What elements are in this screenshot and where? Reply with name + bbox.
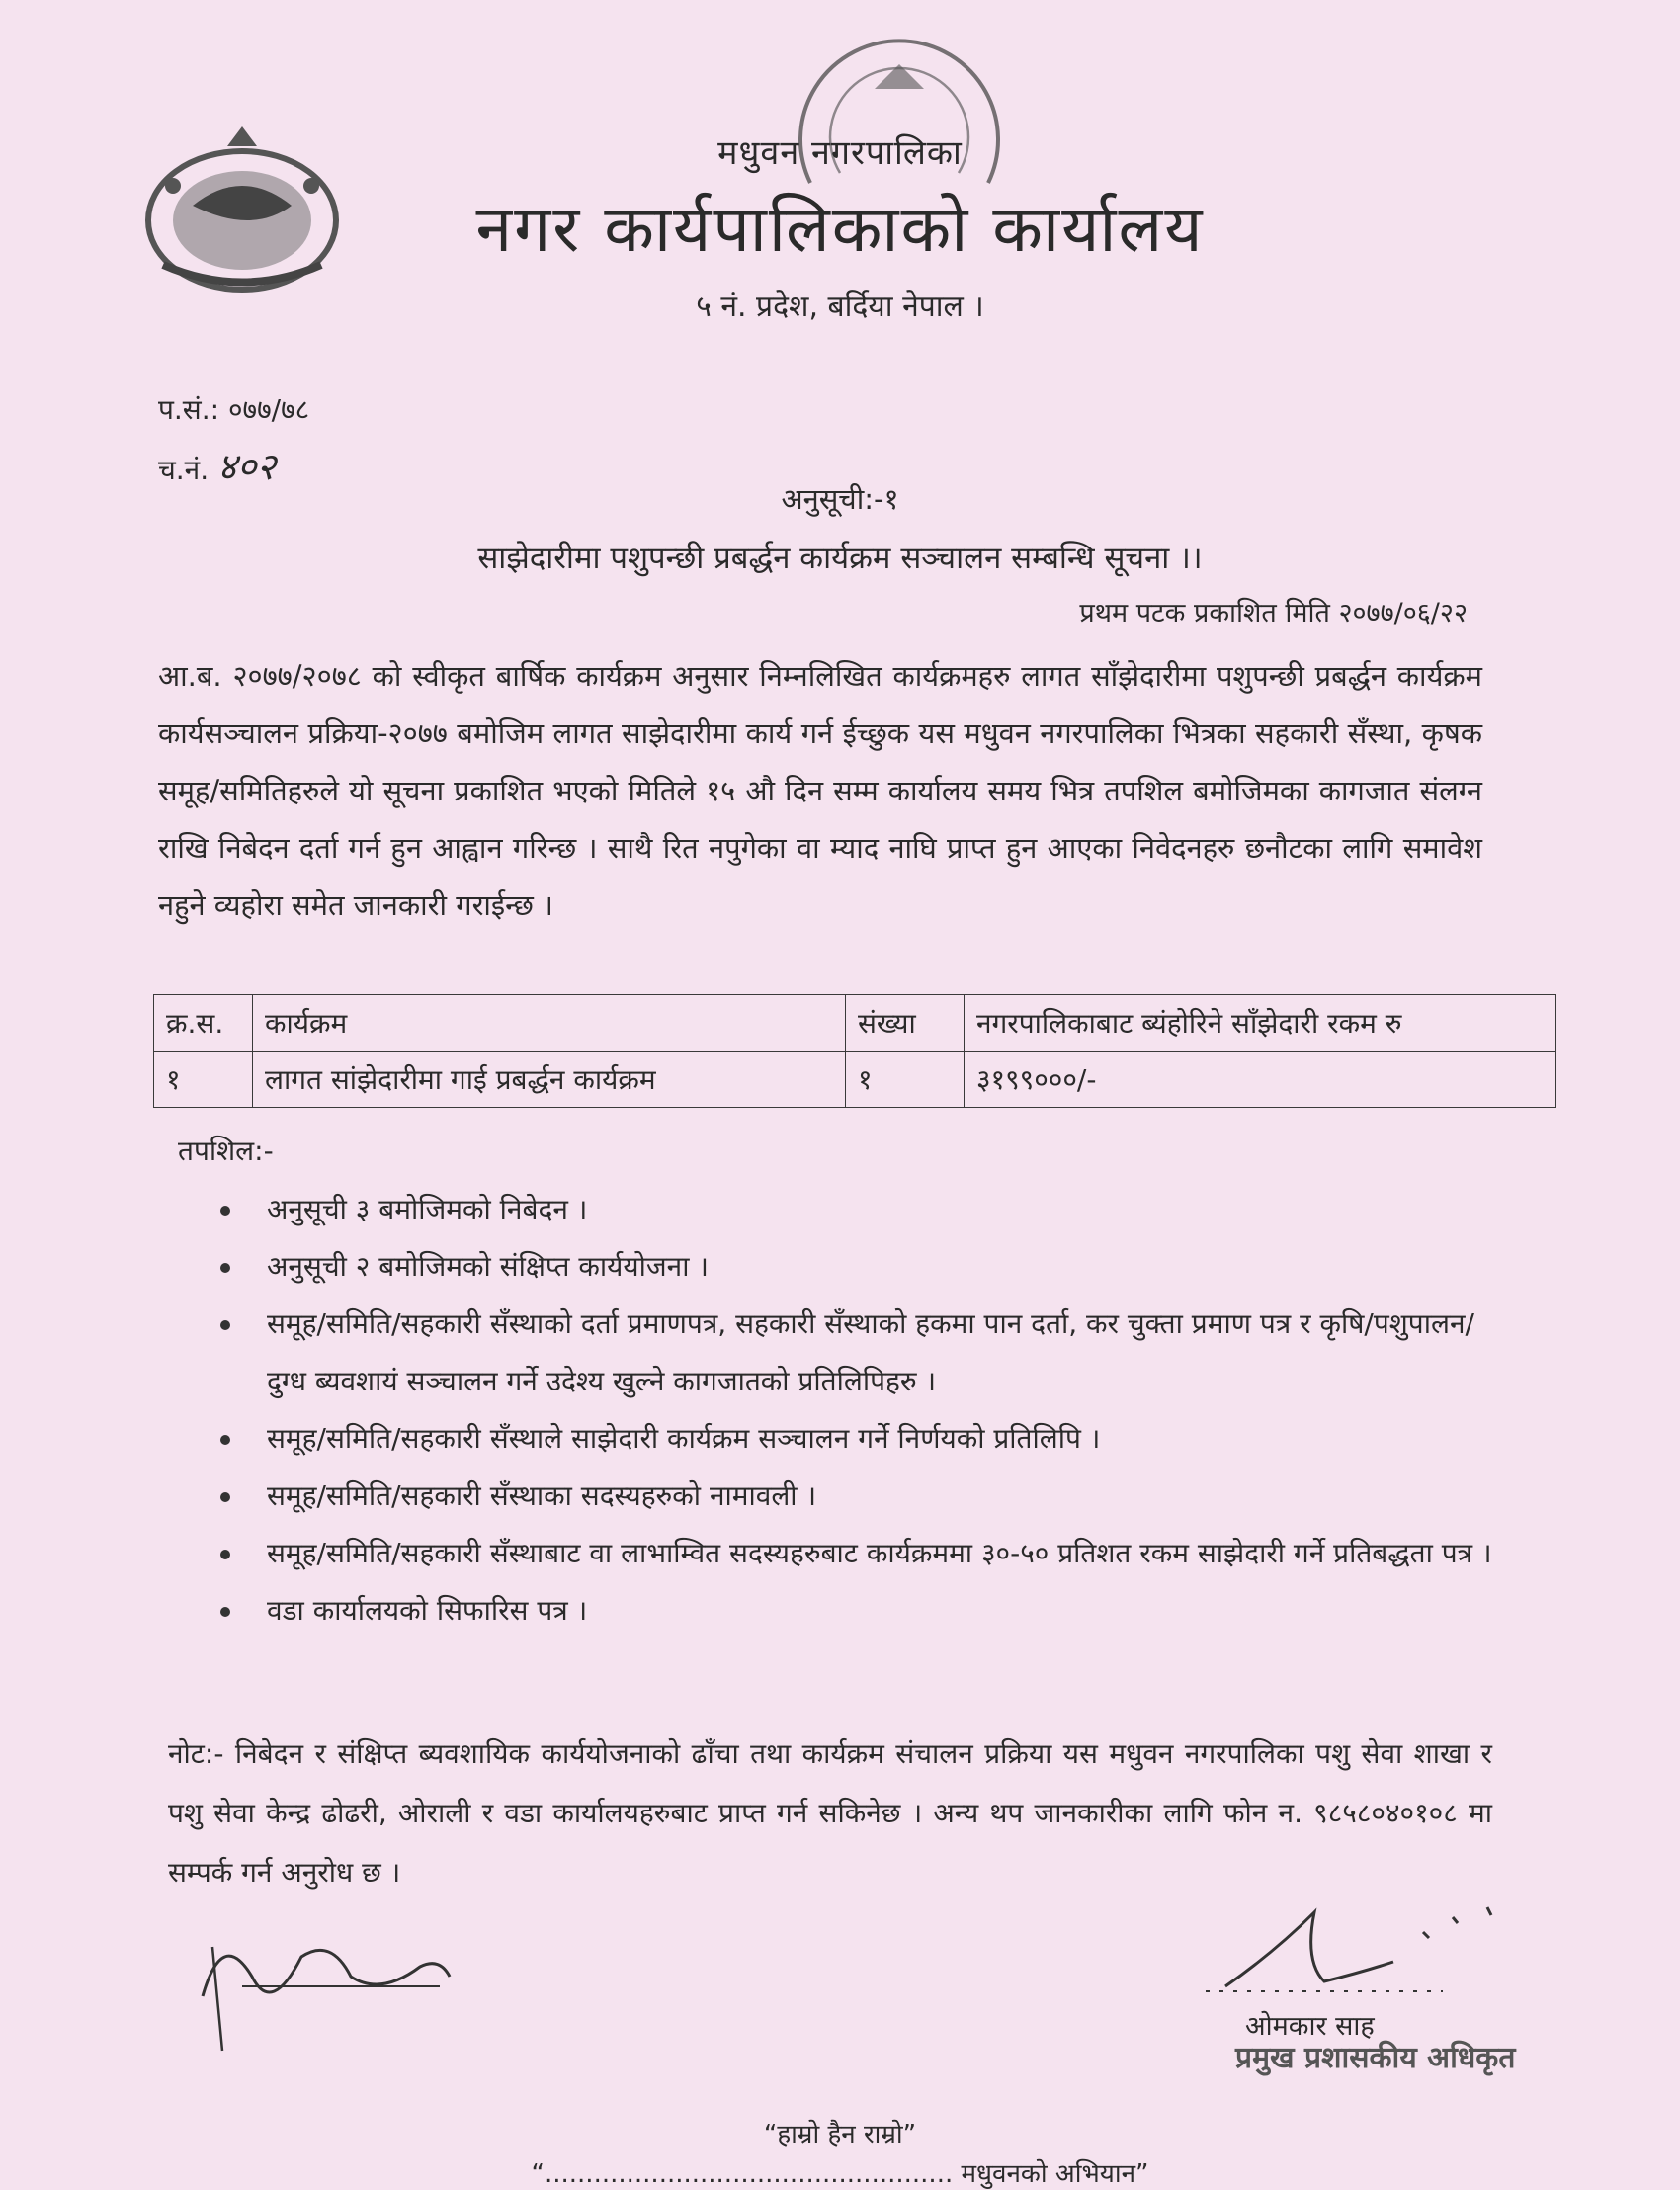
requirements-list (212, 1181, 1497, 1640)
bullet-icon (220, 1607, 230, 1617)
notice-body: आ.ब. २०७७/२०७८ को स्वीकृत बार्षिक कार्यक्रम अनुसार निम्नलिखित कार्यक्रमहरु लागत साँझेदारीमा पशुपन्छी प्रबर्द्धन कार्यक्रम कार्यसञ्चालन प्रक्रिया-२०७७ बमोजिम लागत साझेदारीमा कार्य गर्न ईच्छुक यस मधुवन नगरपालिका भित्रका सहकारी सँस्था, कृषक समूह/समितिहरुले यो सूचना प्रकाशित भएको मितिले १५ औ दिन सम्म कार्यालय समय भित्र तपशिल बमोजिमका कागजात संलग्न राखि निबेदन दर्ता गर्न हुन आह्वान गरिन्छ । साथै रित नपुगेका वा म्याद नाघि प्राप्त हुन आएका निवेदनहरु छनौटका लागि समावेश नहुने व्यहोरा समेत जानकारी गराईन्छ । (158, 659, 1482, 922)
fiscal-year-label: प.सं.: (158, 393, 220, 426)
table-cell: १ (846, 1052, 965, 1108)
table-header-cell: कार्यक्रम (253, 995, 846, 1052)
list-item (212, 1296, 1497, 1410)
dispatch-number-value: ४०२ (217, 445, 277, 488)
footer-slogan: “हाम्रो हैन राम्रो” (763, 2120, 917, 2149)
program-table (153, 994, 1556, 1108)
table-header-row (154, 995, 1556, 1052)
signatory-title: प्रमुख प्रशासकीय अधिकृत (1235, 2041, 1516, 2075)
table-row (154, 1052, 1556, 1108)
note-paragraph: नोट:- निबेदन र संक्षिप्त ब्यवशायिक कार्ययोजनाको ढाँचा तथा कार्यक्रम संचालन प्रक्रिया यस मधुवन नगरपालिका पशु सेवा शाखा र पशु सेवा केन्द्र ढोढरी, ओराली र वडा कार्यालयहरुबाट प्राप्त गर्न सकिनेछ । अन्य थप जानकारीका लागि फोन न. ९८५८०४०१०८ मा सम्पर्क गर्न अनुरोध छ । (168, 1737, 1492, 1889)
table-header-cell: नगरपालिकाबाट ब्यंहोरिने साँझेदारी रकम रु (965, 995, 1556, 1052)
table-header-cell: क्र.स. (154, 995, 253, 1052)
table-cell: लागत सांझेदारीमा गाई प्रबर्द्धन कार्यक्रम (253, 1052, 846, 1108)
left-signature (183, 1907, 460, 2056)
bullet-icon (220, 1492, 230, 1502)
bullet-icon (220, 1435, 230, 1445)
published-date: प्रथम पटक प्रकाशित मिति २०७७/०६/२२ (1079, 598, 1468, 629)
details-label: तपशिल:- (178, 1135, 274, 1167)
list-item (212, 1468, 1497, 1525)
list-item (212, 1181, 1497, 1238)
list-item (212, 1238, 1497, 1296)
list-item (212, 1410, 1497, 1468)
list-item-text: वडा कार्यालयको सिफारिस पत्र । (267, 1594, 588, 1627)
notice-subject: साझेदारीमा पशुपन्छी प्रबर्द्धन कार्यक्रम सञ्चालन सम्बन्धि सूचना ।। (477, 541, 1203, 576)
fiscal-year-value: ०७७/७८ (227, 393, 310, 426)
footer-campaign: “.................................................. मधुवनको अभियान” (531, 2159, 1149, 2189)
bullet-icon (220, 1206, 230, 1216)
list-item-text: अनुसूची २ बमोजिमको संक्षिप्त कार्ययोजना । (267, 1250, 709, 1283)
right-signature (1206, 1893, 1522, 2001)
list-item (212, 1582, 1497, 1640)
bullet-icon (220, 1263, 230, 1273)
signatory-name: ओमकार साह (1245, 2011, 1375, 2042)
bullet-icon (220, 1320, 230, 1330)
table-cell: ३१९९०००/- (965, 1052, 1556, 1108)
list-item-text: समूह/समिति/सहकारी सँस्थाले साझेदारी कार्यक्रम सञ्चालन गर्ने निर्णयको प्रतिलिपि । (267, 1422, 1101, 1455)
fiscal-year-ref (158, 390, 309, 428)
letterhead (296, 128, 1384, 325)
table-cell: १ (154, 1052, 253, 1108)
table-header-cell: संख्या (846, 995, 965, 1052)
list-item-text: समूह/समिति/सहकारी सँस्थाका सदस्यहरुको नामावली । (267, 1479, 817, 1512)
list-item-text: समूह/समिति/सहकारी सँस्थाबाट वा लाभाम्वित सदस्यहरुबाट कार्यक्रममा ३०-५० प्रतिशत रकम साझेदारी गर्ने प्रतिबद्धता पत्र । (267, 1537, 1492, 1569)
office-address: ५ नं. प्रदेश, बर्दिया नेपाल । (696, 290, 984, 324)
schedule-heading: अनुसूची:-१ (781, 482, 899, 516)
dispatch-number-label: च.नं. (158, 454, 210, 486)
office-title: नगर कार्यपालिकाको कार्यालय (475, 191, 1205, 267)
list-item-text: अनुसूची ३ बमोजिमको निबेदन । (267, 1193, 588, 1225)
bullet-icon (220, 1550, 230, 1559)
list-item (212, 1525, 1497, 1582)
list-item-text: समूह/समिति/सहकारी सँस्थाको दर्ता प्रमाणपत्र, सहकारी सँस्थाको हकमा पान दर्ता, कर चुक्ता प्रमाण पत्र र कृषि/पशुपालन/ दुग्ध ब्यवशायं सञ्चालन गर्ने उदेश्य खुल्ने कागजातको प्रतिलिपिहरु । (267, 1307, 1474, 1397)
municipality-name: मधुवन नगरपालिका (717, 133, 963, 173)
